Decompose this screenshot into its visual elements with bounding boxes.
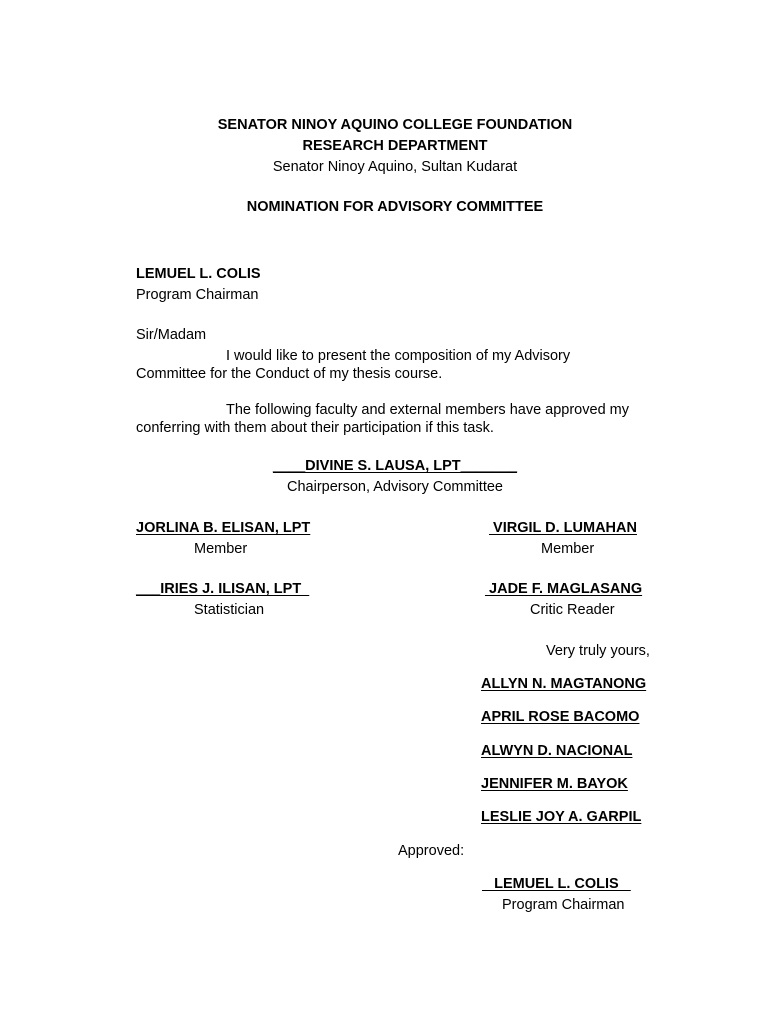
signatory-name: APRIL ROSE BACOMO: [481, 709, 640, 725]
paragraph-2-line-1: The following faculty and external members have approved my: [226, 402, 629, 418]
paragraph-2-line-2: conferring with them about their participation if this task.: [136, 420, 494, 436]
member-1-role: Member: [194, 541, 248, 557]
chairperson-role: Chairperson, Advisory Committee: [287, 479, 503, 495]
institution-name: SENATOR NINOY AQUINO COLLEGE FOUNDATION: [217, 117, 573, 133]
member-2-name: VIRGIL D. LUMAHAN: [489, 520, 637, 536]
approver-name: LEMUEL L. COLIS: [482, 876, 631, 892]
salutation: Sir/Madam: [136, 327, 207, 343]
critic-reader-role: Critic Reader: [530, 602, 615, 618]
approved-label: Approved:: [398, 843, 465, 859]
signatory-name: JENNIFER M. BAYOK: [481, 776, 628, 792]
member-2-role: Member: [541, 541, 595, 557]
signatory-name: LESLIE JOY A. GARPIL: [481, 809, 642, 825]
statistician-role: Statistician: [194, 602, 265, 618]
paragraph-1-line-2: Committee for the Conduct of my thesis course.: [136, 366, 443, 382]
department-name: RESEARCH DEPARTMENT: [302, 138, 488, 154]
statistician-name: ___IRIES J. ILISAN, LPT: [136, 581, 310, 597]
critic-reader-name: JADE F. MAGLASANG: [485, 581, 643, 597]
member-1-name: JORLINA B. ELISAN, LPT: [136, 520, 311, 536]
paragraph-1-line-1: I would like to present the composition of my Advisory: [226, 348, 571, 364]
chairperson-name: ____DIVINE S. LAUSA, LPT_______: [272, 458, 518, 474]
document-title: NOMINATION FOR ADVISORY COMMITTEE: [246, 199, 544, 215]
addressee-title: Program Chairman: [136, 287, 259, 303]
addressee-name: LEMUEL L. COLIS: [136, 266, 261, 282]
institution-address: Senator Ninoy Aquino, Sultan Kudarat: [272, 159, 518, 175]
approver-title: Program Chairman: [502, 897, 625, 913]
closing-text: Very truly yours,: [546, 643, 650, 659]
signatory-name: ALLYN N. MAGTANONG: [481, 676, 647, 692]
signatory-name: ALWYN D. NACIONAL: [481, 743, 633, 759]
